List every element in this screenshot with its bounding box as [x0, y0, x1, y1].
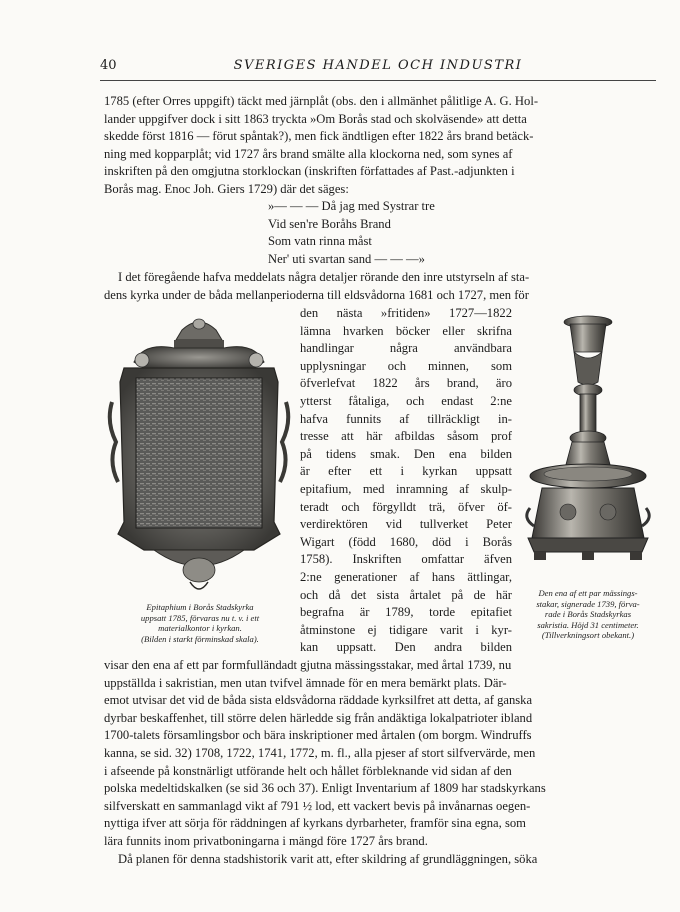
candlestick-figure	[520, 312, 656, 584]
text-line: och då det sista årtalet på de här	[300, 587, 512, 602]
verse-line: Som vatn rinna måst	[268, 234, 372, 249]
verse-line: Vid sen're Boråhs Brand	[268, 216, 391, 231]
text-line: 1785 (efter Orres uppgift) täckt med järnplåt (obs. den i allmänhet pålitlige A. G. Hol-	[104, 94, 539, 108]
candlestick-caption	[520, 588, 656, 641]
bell-inscription-verse	[268, 198, 518, 268]
text-line: skedde först 1816 — förut spåntak?), men fick ändtligen efter 1822 års brand betäck-	[104, 129, 534, 144]
text-line: handlingar några användbara	[300, 341, 512, 356]
text-line: den nästa »fritiden» 1727—1822	[300, 306, 512, 320]
text-line: åtminstone ej tidigare varit i kyr-	[300, 622, 512, 637]
text-line: uppställda i sakristian, men utan tvifvel ämnade för en mera bemärkt plats. Där-	[104, 675, 507, 690]
text-line: på tidens smak. Den ena bilden	[300, 446, 512, 461]
text-line: lära funnits inom privatboningarna i mängd före 1727 års brand.	[104, 833, 428, 848]
caption-line: rade i Borås Stadskyrkas	[544, 609, 632, 619]
text-line: 1758). Inskriften omfattar äfven	[300, 552, 512, 567]
caption-line: (Tillverkningsort obekant.)	[541, 630, 635, 640]
caption-line: (Bilden i starkt förminskad skala).	[141, 633, 259, 644]
text-line: 2:ne generationer af hans ättlingar,	[300, 569, 512, 584]
text-line: lämna hvarken böcker eller skrifna	[300, 323, 512, 338]
text-line: är efter ett i kyrkan uppsatt	[300, 464, 512, 479]
text-line: kanna, se sid. 32) 1708, 1722, 1741, 1772, m. fl., alla pjeser af stort silfvervärde, men	[104, 745, 536, 760]
verse-line: Ner' uti svartan sand — — —»	[268, 251, 425, 266]
text-line: lander uppgifver dock i sitt 1863 tryckta »Om Borås stad och skolväsende» att detta	[104, 111, 527, 126]
text-line: Då planen för denna stadshistorik varit att, efter skildring af grundläggningen, söka	[118, 851, 538, 866]
caption-line: uppsatt 1785, förvaras nu t. v. i ett	[140, 612, 260, 623]
wrapped-text-column	[300, 305, 512, 657]
text-line: nyttiga ifver att sörja för räddningen af kyrkans dyrbarheter, framför sina egna, som	[104, 816, 526, 831]
caption-line: sakristia. Höjd 31 centimeter.	[537, 619, 639, 630]
intro-paragraph	[104, 93, 656, 199]
paragraph-2-opening	[104, 269, 656, 304]
text-line: 1700-talets församlingsbor och bära inskriptioner med årtalen (om borgm. Windruffs	[104, 728, 532, 743]
page-number: 40	[100, 58, 117, 73]
running-header	[100, 58, 656, 81]
text-line: teradt och förgylldt trä, öfver öf-	[300, 499, 512, 514]
text-line: begrafna är 1789, torde epitafiet	[300, 605, 512, 620]
text-line: emot utvisar det vid de båda sista eldsvådorna räddade kyrksilfret att detta, af ganska	[104, 693, 533, 708]
text-line: tresse att här afbildas såsom prof	[300, 429, 512, 444]
text-line: visar den ena af ett par formfulländadt gjutna mässingsstakar, med årtal 1739, nu	[104, 658, 512, 672]
text-line: dyrbar beskaffenhet, till större delen härledde sig från andäktiga lokalpatrioter ibland	[104, 710, 533, 725]
text-line: epitafium, med inramning af skulp-	[300, 481, 512, 496]
text-line: polska medeltidskalken (se sid 36 och 37). Enligt Inventarium af 1809 har stadskyrkans	[104, 781, 546, 796]
text-line: upplysningar och minnen, som	[300, 358, 512, 373]
text-line: Borås mag. Enoc Joh. Giers 1729) där det säges:	[104, 181, 349, 196]
paragraph-2-continuation	[104, 657, 656, 868]
caption-line: stakar, signerade 1739, förva-	[536, 598, 640, 609]
text-line: öfverlefvat 1822 års brand, äro	[300, 376, 512, 391]
text-line: I det föregående hafva meddelats några detaljer rörande den inre utstyrseln af sta-	[118, 270, 530, 284]
text-line: kan uppsatt. Den andra bilden	[300, 640, 512, 655]
verse-line: »— — — Då jag med Systrar tre	[268, 199, 435, 213]
caption-line: materialkontor i kyrkan.	[158, 623, 242, 633]
epitaph-figure	[104, 312, 294, 598]
epitaph-image	[104, 312, 294, 598]
candlestick-image	[520, 312, 656, 584]
text-line: ning med kopparplåt; vid 1727 års brand smälte alla klockorna ned, som synes af	[104, 146, 513, 161]
text-line: hafva funnits af tillräckligt in-	[300, 411, 512, 426]
text-line: Wigart (född 1680, död i Borås	[300, 534, 512, 549]
epitaph-caption	[110, 602, 290, 644]
text-line: verdirektören vid tullverket Peter	[300, 517, 512, 532]
text-line: ytterst fåtaliga, och endast 2:ne	[300, 393, 512, 408]
running-title: SVERIGES HANDEL OCH INDUSTRI	[233, 58, 523, 73]
caption-line: Epitaphium i Borås Stadskyrka	[146, 602, 254, 612]
caption-line: Den ena af ett par mässings-	[538, 588, 638, 598]
text-line: inskriften på den omgjutna storklockan (inskriften författades af Past.-adjunkten i	[104, 164, 515, 179]
text-line: silfverskatt en sammanlagd vikt af 791 ½ lod, ett vackert bevis på invånarnas oegen-	[104, 798, 531, 813]
text-line: dens kyrka under de båda mellanperioderna till eldsvådorna 1681 och 1727, men för	[104, 287, 529, 302]
text-line: i afseende på konstnärligt utförande helt och hållet förbleknande vid sidan af den	[104, 763, 512, 778]
